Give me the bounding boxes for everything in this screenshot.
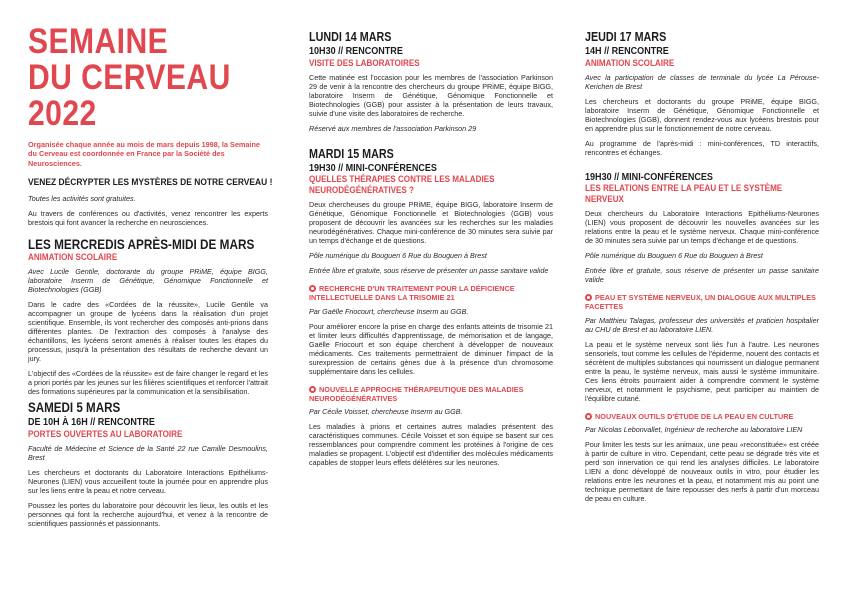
intro-paragraph: Au travers de conférences ou d'activités, venez rencontrer les experts brestois qui font avancer la recherche en neurosciences. [28, 209, 268, 228]
brain-bullet-icon [309, 386, 316, 393]
saturday-paragraph-1: Les chercheurs et doctorants du Laboratoire Interactions Epithéliums-Neurones (LIEN) vous accueillent toute la journée pour en apprendre plus sur les liens entre la peau et notre cerveau. [28, 467, 268, 495]
talk4-title-text: NOUVEAUX OUTILS D'ÉTUDE DE LA PEAU EN CULTURE [595, 411, 794, 421]
talk1-paragraph: Pour améliorer encore la prise en charge des enfants atteints de trisomie 21 et limiter leurs difficultés d'apprentissage, de mémorisation et de langage, Gaëlle Friocourt et son équipe cherchent à développer de nouveaux médicaments. Ces traitements permettraient de diminuer l'impact de la surexpression de certains gènes due à la présence d'un chromosome supplémentaire dans les cellules. [309, 321, 553, 376]
talk3-paragraph: La peau et le système nerveux sont liés l'un à l'autre. Les neurones sensoriels, tout comme les cellules de l'épiderme, nouent des contacts et sécrètent de multiples substances qui nourrissent un dialogue permanent entre la peau, le système nerveux, mais aussi le système immunitaire. Ces liens étroits pourraient aider à comprendre comment le système nerveux, et notamment le psychisme, peut participer au maintien de l'équilibre cutané. [585, 339, 819, 403]
intro-text: Organisée chaque année au mois de mars depuis 1998, la Semaine du Cerveau est coordonnée en France par la Société des Neurosciences. [28, 140, 260, 168]
talk3-title-text: PEAU ET SYSTÈME NERVEUX, UN DIALOGUE AUX MULTIPLES FACETTES [585, 293, 816, 312]
brain-bullet-icon [585, 413, 592, 420]
tuesday-subheading: QUELLES THÉRAPIES CONTRE LES MALADIES NEURODÉGÉNÉRATIVES ? [309, 174, 495, 196]
monday-time: 10H30 // RENCONTRE [309, 45, 403, 57]
talk2-title-text: NOUVELLE APPROCHE THÉRAPEUTIQUE DES MALADIES NEURODÉGÉNÉRATIVES [309, 384, 524, 403]
tuesday-day: MARDI 15 MARS [309, 146, 394, 161]
thursday-credit: Avec la participation de classes de terminale du lycée La Pérouse-Kerichen de Brest [585, 72, 819, 91]
talk2-speaker: Par Cécile Voisset, chercheuse Inserm au GGB. [309, 406, 463, 416]
column-middle [309, 30, 553, 595]
talk1-speaker: Par Gaëlle Friocourt, chercheuse Inserm au GGB. [309, 306, 469, 316]
saturday-subheading: PORTES OUVERTES AU LABORATOIRE [28, 428, 183, 439]
free-note: Toutes les activités sont gratuites. [28, 194, 136, 204]
evening-time: 19H30 // MINI-CONFÉRENCES [585, 170, 713, 183]
saturday-time: DE 10H À 16H // RENCONTRE [28, 416, 155, 429]
thursday-paragraph-1: Les chercheurs et doctorants du groupe PRiME, équipe BIGG, laboratoire Inserm de Génétique, Génomique Fonctionnelle et Biotechnologies (GGB), donnent rendez-vous aux lycéens brestois pour en apprendre plus sur le fonctionnement de notre cerveau. [585, 96, 819, 133]
talk2-title [309, 385, 553, 403]
thursday-time: 14H // RENCONTRE [585, 45, 669, 57]
wednesday-paragraph-2: L'objectif des «Cordées de la réussite» est de faire changer le regard et les a priori portés par les jeunes sur les filières scientifiques et renforcer l'attrait des formations supérieures par la communication et la sensibilisation. [28, 369, 268, 397]
brain-bullet-icon [309, 285, 316, 292]
talk1-title [309, 284, 553, 302]
evening-place: Pôle numérique du Bouguen 6 Rue du Bouguen à Brest [585, 251, 763, 261]
title-line-1: SEMAINE [28, 22, 169, 61]
tuesday-time: 19H30 // MINI-CONFÉRENCES [309, 161, 437, 174]
intro-heading: VENEZ DÉCRYPTER LES MYSTÈRES DE NOTRE CERVEAU ! [28, 176, 273, 188]
column-right [585, 30, 819, 595]
wednesday-subheading: ANIMATION SCOLAIRE [28, 252, 118, 263]
title-line-3: 2022 [28, 94, 97, 133]
thursday-day: JEUDI 17 MARS [585, 30, 667, 44]
wednesday-heading: LES MERCREDIS APRÈS-MIDI DE MARS [28, 236, 255, 253]
tuesday-note: Entrée libre et gratuite, sous réserve de présenter un passe sanitaire valide [309, 266, 549, 276]
monday-note: Réservé aux membres de l'association Parkinson 29 [309, 123, 477, 133]
wednesday-paragraph-1: Dans le cadre des «Cordées de la réussite», Lucile Gentile va accompagner un groupe de lycéens dans la réalisation d'un projet scientifique. Ensemble, ils vont rechercher des composés anti-prions dans différentes plantes. De l'extraction des composés à l'analyse des échantillons, les lycéens seront amenés à réaliser toutes les étapes du processus, jusqu'à la présentation des résultats de recherche devant un jury. [28, 300, 268, 364]
talk3-speaker: Par Matthieu Talagas, professeur des universités et praticien hospitalier au CHU de Brest et au laboratoire LIEN. [585, 315, 819, 334]
brain-bullet-icon [585, 294, 592, 301]
wednesday-credit: Avec Lucile Gentile, doctorante du groupe PRiME, équipe BIGG, laboratoire Inserm de Génétique, Génomique Fonctionnelle et Biotechnologies (GGB) [28, 267, 268, 295]
saturday-paragraph-2: Poussez les portes du laboratoire pour découvrir les lieux, les outils et les personnes qui font la recherche aujourd'hui, et venez à la rencontre de scientifiques passionnés et passionnants. [28, 500, 268, 528]
thursday-subheading: ANIMATION SCOLAIRE [585, 57, 675, 68]
saturday-place: Faculté de Médecine et Science de la Santé 22 rue Camille Desmoulins, Brest [28, 443, 268, 462]
monday-subheading: VISITE DES LABORATOIRES [309, 57, 420, 68]
saturday-day: SAMEDI 5 MARS [28, 400, 121, 416]
evening-paragraph: Deux chercheurs du Laboratoire Interactions Epithéliums-Neurones (LIEN) vous proposent de découvrir les nouvelles avancées sur les relations entre la peau et le système nerveux. Chaque mini-conférence de 30 minutes sera suivie par un temps d'échange et de questions. [585, 209, 819, 246]
talk4-title [585, 412, 819, 421]
talk4-speaker: Par Nicolas Lebonvallet, Ingénieur de recherche au laboratoire LIEN [585, 424, 803, 434]
tuesday-paragraph: Deux chercheuses du groupe PRiME, équipe BIGG, laboratoire Inserm de Génétique, Génomique Fonctionnelle et Biotechnologies (GGB) vous proposent de découvrir les avancées sur les recherches sur les maladies neurodégénératives. Chaque mini-conférence de 30 minutes sera suivie par un temps d'échange et de questions. [309, 200, 553, 246]
column-left [28, 22, 273, 595]
talk3-title [585, 293, 819, 311]
page-title [28, 24, 234, 132]
talk2-paragraph: Les maladies à prions et certaines autres maladies présentent des caractéristiques communes. Cécile Voisset et son équipe se basent sur ces ressemblances pour comprendre comment les protéines à l'origine de ces maladies se propagent. L'objectif est d'identifier des molécules médicaments capables de stopper leurs effets délétères sur les neurones. [309, 421, 553, 467]
evening-note: Entrée libre et gratuite, sous réserve de présenter un passe sanitaire valide [585, 266, 819, 285]
title-line-2: DU CERVEAU [28, 58, 231, 97]
talk4-paragraph: Pour limiter les tests sur les animaux, une peau «reconstituée» est créée à partir de culture in vitro. Cependant, cette peau se dégrade très vite et perd son innervation ce qui rend les analyses difficiles. Le laboratoire LIEN a donc développé de nouveaux outils in vitro, pour étudier les relations entre les neurones et la peau, et notamment mis au point une technique permettant de faire repousser des nerfs à partir d'un morceau de peau en culture. [585, 439, 819, 503]
talk1-title-text: RECHERCHE D'UN TRAITEMENT POUR LA DÉFICIENCE INTELLECTUELLE DANS LA TRISOMIE 21 [309, 284, 515, 303]
monday-day: LUNDI 14 MARS [309, 30, 392, 44]
thursday-paragraph-2: Au programme de l'après-midi : mini-conférences, TD interactifs, rencontres et échanges. [585, 138, 819, 157]
monday-paragraph: Cette matinée est l'occasion pour les membres de l'association Parkinson 29 de venir à la rencontre des chercheurs du groupe PRiME, équipe BIGG, laboratoire Inserm de Génétique, Génomique Fonctionnelle et Biotechnologies (GGB) pour assister à la présentation de leurs travaux, suivie d'une visite des laboratoires de recherche. [309, 72, 553, 118]
tuesday-place: Pôle numérique du Bouguen 6 Rue du Bouguen à Brest [309, 251, 487, 261]
evening-subheading: LES RELATIONS ENTRE LA PEAU ET LE SYSTÈME NERVEUX [585, 183, 783, 205]
